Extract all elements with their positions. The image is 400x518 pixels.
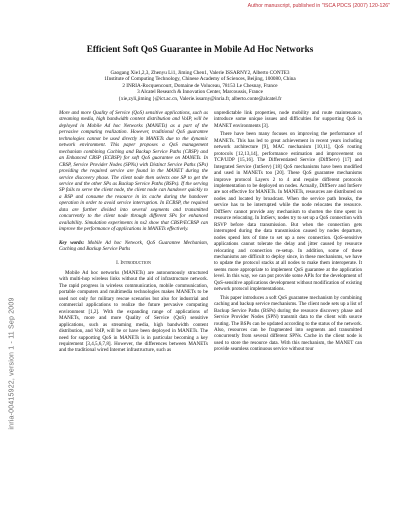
keywords bbox=[59, 240, 208, 253]
archive-identifier: inria-00415922, version 1 - 11 Sep 2009 bbox=[8, 297, 16, 430]
paragraph: unpredictable link properties, node mobility and route maintenance, introduce some unique issues and difficulties for supporting QoS in MANET environments [3]. bbox=[214, 110, 362, 129]
author-block bbox=[0, 70, 400, 102]
keywords-label: Key words: bbox=[59, 239, 85, 246]
abstract bbox=[59, 110, 208, 233]
left-column bbox=[59, 110, 208, 356]
paragraph: This paper introduces a soft QoS guarantee mechanism by combining caching and backup service mechanisms. The client node sets up a list of Backup Service Paths (BSPs) during the resource discovery phase and Service Provider Nodes (SPN) transmit data to the client with source routing. The BSPs can be updated according to the status of the network. Also, resources can be fragmented into segments and transmitted concurrently from several different SPNs. Cache in the client node is used to store the resource data. With this mechanism, the MANET can provide seamless continuous service without tour bbox=[214, 294, 362, 353]
abstract-text: More and more Quality of Service (QoS) sensitive applications, such as streaming media, high bandwidth content distribution and VoIP, will be deployed in Mobile Ad hoc Networks (MANETs) as a part of the pervasive computing realization. However, traditional QoS guarantee technologies cannot be used directly in MANETs due to the dynamic network environment. This paper proposes a QoS management mechanism combining Caching and Backup Service Paths (CBSP) and an Enhanced CBSP (ECBSP) for soft QoS guarantee on MANETs. In CBSP, Service Provider Nodes (SPNs) with Distinct Service Paths (SPs) providing the required service are found in the MANET during the service discovery phase. The client node then selects one SP to get the service and the other SPs as Backup Service Paths (BSPs). If the serving SP fails to serve the client node, the client node can handover quickly to a BSP and consume the resource in its cache during the handover operation in order to avoid service interruption. In ECBSP, the required data are further divided into several segments and transmitted concurrently to the client node through different SPs for enhanced availability. Simulation experiments in ns2 show that CBSP/ECBSP can improve the performance of applications in MANETs effectively. bbox=[59, 110, 208, 233]
affiliation-2: 2 INRIA-Rocquencourt, Domaine de Voluceau, 78153 Le Chesnay, France bbox=[122, 82, 278, 89]
author-emails: {xie,zyli,jiming }@ict.ac.cn, Valerie.issarny@inria.fr, alberto.conte@alcatel.fr bbox=[118, 95, 282, 102]
affiliation-1: 1Institute of Computing Technology, Chinese Academy of Sciences, Beijing, 100080, China bbox=[104, 76, 296, 83]
paragraph: Mobile Ad hoc networks (MANETs) are autonomously structured with multi-hop wireless links without the aid of infrastructure network. The rapid progress in wireless communication, mobile communication, portable computers and multimedia technologies makes MANETs to be used not only for military rescue scenarios but also for industrial and commercial applications to realize the future pervasive computing environment [1,2]. With the expanding range of applications of MANETs, more and more Quality of Service (QoS) sensitive applications, such as streaming media, high bandwidth content distribution, and VoIP, will be or have been deployed in MANETs. The need for supporting QoS in MANETs is in particular becoming a key requirement [3,4,5,6,7,8]. However, the differences between MANETs and the traditional wired Internet infrastructure, such as bbox=[59, 269, 208, 354]
right-column bbox=[214, 110, 362, 355]
paper-title: Efficient Soft QoS Guarantee in Mobile Ad Hoc Networks bbox=[86, 44, 314, 54]
keywords-text: Mobile Ad hoc Network, QoS Guarantee Mechanism, Caching and Backup Service Paths bbox=[59, 239, 208, 253]
publication-note: Author manuscript, published in "ISCA PDCS (2007) 120-126" bbox=[247, 3, 390, 9]
paragraph: There have been many focuses on improving the performance of MANETs. This has led to great achievement in recent years including network architecture [9], MAC mechanism [10,11], QoS routing protocols [12,13,14], performance estimation and improvement on TCP/UDP [15,16]. The Differentiated Service (DiffServ) [17] and Integrated Service (IntServ) [18] QoS mechanisms have been modified and used in MANETs too [20]. These QoS guarantee mechanisms improve protocol Layers 2 to 4 and require different protocols implementation to be deployed on nodes. Actually, DiffServ and IntServ are not effective for MANETs. In MANETs, resources are distributed on nodes and located by broadcast. When the service path breaks, the service has to be interrupted while the node relocates the resource. DiffServ cannot provide any mechanism to shorten the time spent in resource relocating. In IntServ, nodes try to set up a QoS connection with RSVP before data transmission. But when the connection gets interrupted during the data transmission caused by nodes departure, nodes spend lots of time to set up a new connection. QoS-sensitive applications cannot tolerate the delay and jitter caused by resource relocating and connection re-setup. In addition, some of these mechanisms are difficult to deploy since, in these mechanisms, we have to update the protocol stacks at all nodes to make them interoperate. It seems more appropriate to implement QoS guarantee at the application level. In this way, we can put provide some APIs for the development of QoS-sensitive applications development without modification of existing network protocol implementations. bbox=[214, 131, 362, 293]
section-heading-introduction: I. Introduction bbox=[116, 259, 151, 266]
author-list: Gaogang Xie1,2,3, Zhenyu Li1, Jiming Chen1, Valerie ISSARNY2, Alberto CONTE3 bbox=[110, 70, 290, 76]
affiliation-3: 3 Alcatel Research & Innovation Center, Marcoussis, France bbox=[137, 89, 263, 96]
